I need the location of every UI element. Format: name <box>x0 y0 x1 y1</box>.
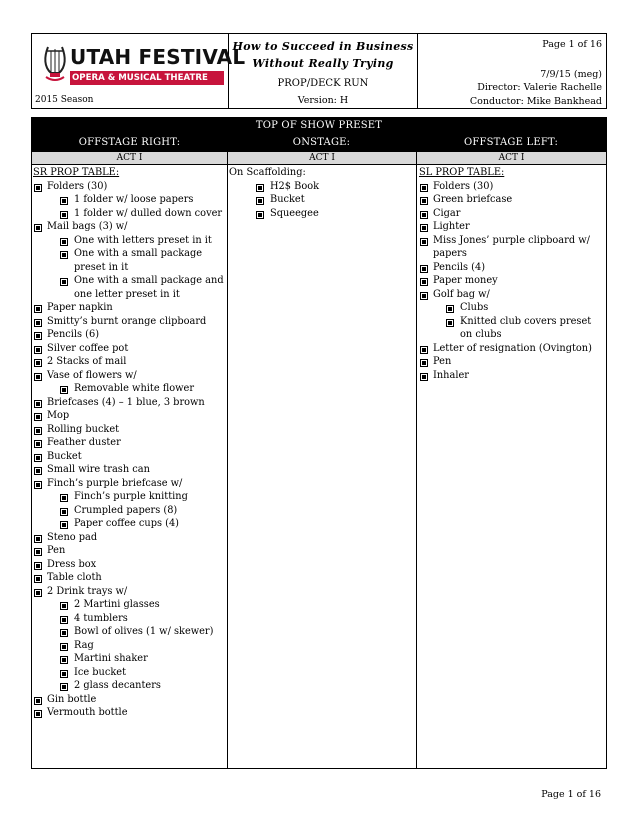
prop-list-item <box>33 504 225 518</box>
column-divider <box>416 152 417 768</box>
checkbox-bullet-icon <box>420 373 428 381</box>
prop-list-item <box>419 301 605 315</box>
checkbox-bullet-icon <box>60 238 68 246</box>
prop-item-label: Green briefcase <box>433 194 513 205</box>
checkbox-bullet-icon <box>34 427 42 435</box>
prop-item-label: H2$ Book <box>270 180 320 192</box>
checkbox-bullet-icon <box>420 197 428 205</box>
show-title-line-1: How to Succeed in Business <box>232 40 414 53</box>
prop-list-item <box>419 261 605 275</box>
checkbox-bullet-icon <box>60 616 68 624</box>
prop-list-item <box>33 315 225 329</box>
checkbox-bullet-icon <box>60 521 68 529</box>
checkbox-bullet-icon <box>34 548 42 556</box>
prop-list-item <box>33 639 225 653</box>
column-header-offstage-right: OFFSTAGE RIGHT: <box>78 137 181 148</box>
prop-list-item <box>33 382 225 396</box>
prop-item-label: Bucket <box>270 194 305 205</box>
prop-item-label: Table cloth <box>47 572 102 583</box>
prop-list-item <box>229 207 414 221</box>
checkbox-bullet-icon <box>420 224 428 232</box>
prop-list-item <box>419 288 605 302</box>
prop-item-label: Clubs <box>460 302 489 313</box>
prop-item-label: Mop <box>47 410 70 421</box>
checkbox-bullet-icon <box>420 265 428 273</box>
prop-item-label: Ice bucket <box>74 666 127 678</box>
prop-item-label: Briefcases (4) – 1 blue, 3 brown <box>47 396 205 408</box>
prop-list-item <box>33 571 225 585</box>
checkbox-bullet-icon <box>60 629 68 637</box>
prop-item-label: Gin bottle <box>47 693 97 705</box>
prop-item-label: Mail bags (3) w/ <box>47 221 128 232</box>
checkbox-bullet-icon <box>34 373 42 381</box>
prop-item-label: Removable white flower <box>74 383 195 394</box>
checkbox-bullet-icon <box>60 670 68 678</box>
prop-item-label: Vermouth bottle <box>47 707 128 718</box>
version-label: Version: H <box>297 95 349 106</box>
prop-item-label: Martini shaker <box>74 653 148 664</box>
prop-list-item <box>33 274 225 301</box>
prop-list-item <box>33 585 225 599</box>
prop-list-item <box>33 355 225 369</box>
prop-list-item <box>33 220 225 234</box>
checkbox-bullet-icon <box>34 535 42 543</box>
prop-list-item <box>33 531 225 545</box>
prop-list-item <box>33 423 225 437</box>
checkbox-bullet-icon <box>34 697 42 705</box>
checkbox-bullet-icon <box>60 494 68 502</box>
prop-list-item <box>33 706 225 720</box>
document-header <box>31 33 607 109</box>
checkbox-bullet-icon <box>60 251 68 259</box>
footer-page-number: Page 1 of 16 <box>541 789 601 800</box>
act-label-right: ACT I <box>32 152 227 165</box>
act-label-left: ACT I <box>417 152 606 165</box>
prop-list-item <box>33 180 225 194</box>
prop-item-label: Paper napkin <box>47 302 113 313</box>
prop-item-label: Paper money <box>433 275 498 286</box>
page-number: Page 1 of 16 <box>542 39 602 50</box>
checkbox-bullet-icon <box>60 602 68 610</box>
logo-name: UTAH FESTIVAL <box>70 45 246 69</box>
prop-item-label: Bowl of olives (1 w/ skewer) <box>74 626 214 637</box>
checkbox-bullet-icon <box>34 305 42 313</box>
checkbox-bullet-icon <box>60 643 68 651</box>
prop-item-label: Golf bag w/ <box>433 288 490 300</box>
festival-logo <box>42 43 246 89</box>
prop-list-item <box>33 396 225 410</box>
prop-item-label: Steno pad <box>47 531 98 543</box>
prop-list-item <box>229 193 414 207</box>
checkbox-bullet-icon <box>420 211 428 219</box>
checkbox-bullet-icon <box>34 440 42 448</box>
checkbox-bullet-icon <box>60 508 68 516</box>
prop-list-item <box>419 234 605 261</box>
sr-prop-table-heading: SR PROP TABLE: <box>33 167 120 178</box>
act-label-onstage: ACT I <box>228 152 416 165</box>
checkbox-bullet-icon <box>420 238 428 246</box>
prop-item-label: One with letters preset in it <box>74 234 212 246</box>
checkbox-bullet-icon <box>34 454 42 462</box>
show-title <box>229 38 417 72</box>
checkbox-bullet-icon <box>60 386 68 394</box>
prop-item-label: 1 folder w/ loose papers <box>74 194 194 205</box>
prop-list-item <box>33 693 225 707</box>
prop-item-label: Pen <box>47 545 66 556</box>
checkbox-bullet-icon <box>34 710 42 718</box>
prop-list-item <box>33 612 225 626</box>
checkbox-bullet-icon <box>256 211 264 219</box>
prop-item-label: Rag <box>74 639 94 651</box>
prop-list-item <box>419 369 605 383</box>
checkbox-bullet-icon <box>34 467 42 475</box>
onstage-prop-list <box>229 166 414 220</box>
prop-item-label: Squeegee <box>270 207 319 219</box>
column-header-onstage: ONSTAGE: <box>292 137 351 148</box>
checkbox-bullet-icon <box>34 589 42 597</box>
prop-list-item <box>419 207 605 221</box>
prop-list-item <box>33 598 225 612</box>
checkbox-bullet-icon <box>34 481 42 489</box>
prop-list-item <box>419 220 605 234</box>
director-label: Director: Valerie Rachelle <box>477 82 602 93</box>
prop-list-item <box>33 666 225 680</box>
show-title-line-2: Without Really Trying <box>252 57 394 70</box>
prop-item-label: Letter of resignation (Ovington) <box>433 342 592 354</box>
onstage-heading: On Scaffolding: <box>229 167 306 178</box>
checkbox-bullet-icon <box>60 278 68 286</box>
prop-list-item <box>33 679 225 693</box>
prop-list-item <box>33 436 225 450</box>
logo-subtitle: OPERA & MUSICAL THEATRE <box>72 73 208 83</box>
checkbox-bullet-icon <box>420 292 428 300</box>
checkbox-bullet-icon <box>60 683 68 691</box>
prop-list-item <box>33 490 225 504</box>
prop-item-label: Inhaler <box>433 369 469 381</box>
checkbox-bullet-icon <box>34 413 42 421</box>
prop-list-item <box>33 247 225 274</box>
lyre-icon <box>42 43 68 87</box>
prop-item-label: Folders (30) <box>433 180 494 192</box>
prop-list-item <box>33 234 225 248</box>
column-divider <box>227 152 228 768</box>
prop-list-item <box>33 342 225 356</box>
prop-list-item <box>33 544 225 558</box>
prop-item-label: 1 folder w/ dulled down cover <box>74 207 223 219</box>
prop-item-label: Dress box <box>47 558 97 570</box>
season-label: 2015 Season <box>35 95 94 105</box>
prop-item-label: One with a small package and one letter preset in it <box>74 275 224 300</box>
prop-item-label: Cigar <box>433 207 461 219</box>
column-header-offstage-left: OFFSTAGE LEFT: <box>463 137 559 148</box>
prop-list-item <box>419 180 605 194</box>
checkbox-bullet-icon <box>256 184 264 192</box>
section-title: TOP OF SHOW PRESET <box>255 120 383 131</box>
prop-list-item <box>33 207 225 221</box>
prop-item-label: 4 tumblers <box>74 612 128 624</box>
prop-item-label: 2 Stacks of mail <box>47 356 127 367</box>
checkbox-bullet-icon <box>60 211 68 219</box>
prop-list-item <box>419 193 605 207</box>
prop-item-label: Crumpled papers (8) <box>74 504 178 516</box>
checkbox-bullet-icon <box>420 278 428 286</box>
prop-item-label: Smitty’s burnt orange clipboard <box>47 315 207 327</box>
sl-prop-table-heading: SL PROP TABLE: <box>419 167 505 178</box>
prop-list-item <box>419 342 605 356</box>
prop-list-item <box>33 558 225 572</box>
prop-item-label: Pencils (4) <box>433 261 486 273</box>
checkbox-bullet-icon <box>446 319 454 327</box>
checkbox-bullet-icon <box>34 359 42 367</box>
revision-date: 7/9/15 (meg) <box>540 69 602 80</box>
checkbox-bullet-icon <box>256 197 264 205</box>
prop-list-item <box>419 355 605 369</box>
prop-item-label: Knitted club covers preset on clubs <box>460 315 592 340</box>
prop-item-label: 2 Drink trays w/ <box>47 585 128 597</box>
checkbox-bullet-icon <box>420 184 428 192</box>
prop-item-label: Silver coffee pot <box>47 342 129 354</box>
checkbox-bullet-icon <box>34 562 42 570</box>
sr-prop-list <box>33 166 225 720</box>
checkbox-bullet-icon <box>60 656 68 664</box>
prop-list-item <box>33 625 225 639</box>
prop-list-item <box>419 315 605 342</box>
prop-item-label: Finch’s purple knitting <box>74 491 188 502</box>
prop-item-label: Feather duster <box>47 437 121 448</box>
checkbox-bullet-icon <box>34 184 42 192</box>
checkbox-bullet-icon <box>60 197 68 205</box>
sl-prop-list <box>419 166 605 382</box>
preset-table <box>31 117 607 769</box>
prop-item-label: Vase of flowers w/ <box>47 369 137 381</box>
prop-list-item <box>33 477 225 491</box>
table-header <box>32 118 606 152</box>
checkbox-bullet-icon <box>420 359 428 367</box>
prop-list-item <box>33 193 225 207</box>
prop-item-label: Rolling bucket <box>47 423 120 435</box>
checkbox-bullet-icon <box>34 224 42 232</box>
checkbox-bullet-icon <box>34 319 42 327</box>
prop-item-label: Small wire trash can <box>47 464 150 475</box>
prop-list-item <box>33 301 225 315</box>
doc-type: PROP/DECK RUN <box>277 78 369 89</box>
prop-list-item <box>33 328 225 342</box>
prop-list-item <box>229 180 414 194</box>
checkbox-bullet-icon <box>446 305 454 313</box>
checkbox-bullet-icon <box>34 346 42 354</box>
prop-item-label: Bucket <box>47 450 82 462</box>
prop-item-label: 2 Martini glasses <box>74 599 160 610</box>
prop-item-label: Miss Jones’ purple clipboard w/ papers <box>433 234 590 259</box>
prop-list-item <box>33 652 225 666</box>
prop-item-label: Finch’s purple briefcase w/ <box>47 477 183 489</box>
prop-list-item <box>33 409 225 423</box>
prop-list-item <box>33 463 225 477</box>
prop-item-label: Pencils (6) <box>47 329 100 340</box>
prop-list-item <box>33 369 225 383</box>
prop-item-label: Folders (30) <box>47 180 108 192</box>
checkbox-bullet-icon <box>34 332 42 340</box>
prop-list-item <box>419 274 605 288</box>
prop-item-label: Pen <box>433 356 452 367</box>
prop-list-item <box>33 517 225 531</box>
conductor-label: Conductor: Mike Bankhead <box>469 96 602 107</box>
checkbox-bullet-icon <box>34 400 42 408</box>
checkbox-bullet-icon <box>420 346 428 354</box>
prop-item-label: One with a small package preset in it <box>74 248 203 273</box>
prop-item-label: Paper coffee cups (4) <box>74 518 180 529</box>
prop-item-label: 2 glass decanters <box>74 680 161 691</box>
prop-list-item <box>33 450 225 464</box>
prop-item-label: Lighter <box>433 221 470 232</box>
checkbox-bullet-icon <box>34 575 42 583</box>
